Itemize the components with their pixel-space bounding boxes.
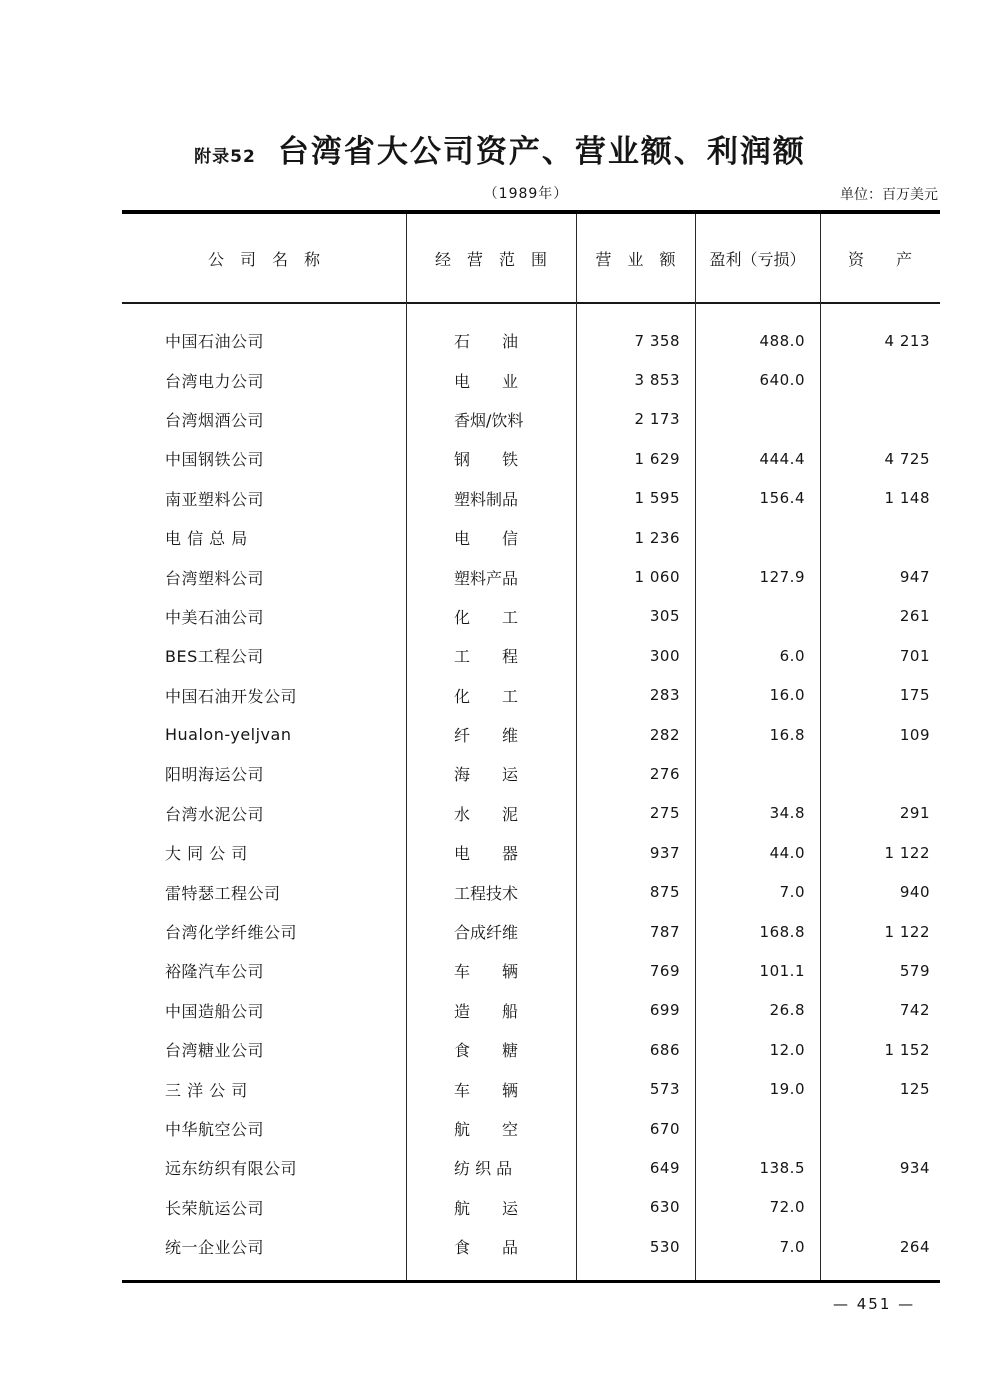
assets-cell: 947 [899, 568, 930, 587]
profit-cell: 488.0 [759, 331, 805, 350]
company-cell: 中美石油公司 [165, 607, 265, 627]
table-header-row [122, 214, 940, 304]
revenue-cell: 630 [649, 1198, 680, 1217]
table-row [122, 597, 940, 636]
company-cell: 大 同 公 司 [165, 844, 248, 864]
revenue-cell: 283 [649, 686, 680, 705]
scope-cell: 食 品 [454, 1238, 519, 1258]
scope-cell: 海 运 [454, 765, 519, 785]
profit-cell: 168.8 [759, 922, 805, 941]
profit-cell: 6.0 [779, 646, 805, 665]
company-cell: 统一企业公司 [165, 1238, 265, 1258]
scope-cell: 航 运 [454, 1198, 519, 1218]
assets-cell: 1 122 [884, 843, 930, 862]
scope-cell: 电 信 [454, 529, 519, 549]
profit-cell: 127.9 [759, 568, 805, 587]
column-divider [695, 214, 696, 1280]
revenue-cell: 300 [649, 646, 680, 665]
header-profit-loss: 盈利（亏损） [709, 249, 806, 269]
table-row [122, 754, 940, 793]
scope-cell: 纤 维 [454, 726, 519, 746]
assets-cell: 261 [899, 607, 930, 626]
header-company-name: 公 司 名 称 [207, 249, 320, 269]
table-row [122, 321, 940, 360]
company-cell: 台湾电力公司 [165, 371, 265, 391]
assets-cell: 291 [899, 804, 930, 823]
scope-cell: 工 程 [454, 647, 519, 667]
company-cell: 雷特瑟工程公司 [165, 883, 281, 903]
header-business-scope: 经 营 范 围 [434, 249, 547, 269]
revenue-cell: 1 060 [634, 568, 680, 587]
scope-cell: 水 泥 [454, 804, 519, 824]
revenue-cell: 2 173 [634, 410, 680, 429]
revenue-cell: 530 [649, 1237, 680, 1256]
company-cell: 台湾糖业公司 [165, 1041, 265, 1061]
year-subtitle: （1989年） [483, 186, 569, 202]
revenue-cell: 305 [649, 607, 680, 626]
revenue-cell: 875 [649, 883, 680, 902]
assets-cell: 175 [899, 686, 930, 705]
revenue-cell: 276 [649, 764, 680, 783]
table-row [122, 1109, 940, 1148]
scope-cell: 食 糖 [454, 1041, 519, 1061]
column-divider [820, 214, 821, 1280]
company-cell: 长荣航运公司 [165, 1198, 265, 1218]
table-row [122, 1148, 940, 1187]
company-cell: 中国造船公司 [165, 1001, 265, 1021]
assets-cell: 1 148 [884, 489, 930, 508]
scope-cell: 石 油 [454, 332, 519, 352]
profit-cell: 72.0 [769, 1198, 805, 1217]
table-row [122, 557, 940, 596]
table-row [122, 1188, 940, 1227]
revenue-cell: 769 [649, 961, 680, 980]
header-revenue: 营 业 额 [595, 249, 676, 269]
revenue-cell: 649 [649, 1158, 680, 1177]
revenue-cell: 3 853 [634, 371, 680, 390]
profit-cell: 138.5 [759, 1158, 805, 1177]
company-cell: 中国钢铁公司 [165, 450, 265, 470]
table-row [122, 991, 940, 1030]
revenue-cell: 670 [649, 1119, 680, 1138]
table-row [122, 636, 940, 675]
scope-cell: 车 辆 [454, 1080, 519, 1100]
scope-cell: 香烟/饮料 [454, 410, 524, 430]
table-row [122, 833, 940, 872]
table-row [122, 951, 940, 990]
company-cell: 台湾水泥公司 [165, 804, 265, 824]
company-cell: 远东纺织有限公司 [165, 1159, 298, 1179]
company-cell: 中华航空公司 [165, 1120, 265, 1139]
appendix-label: 附录52 [194, 147, 256, 167]
column-divider [406, 214, 407, 1280]
profit-cell: 156.4 [759, 489, 805, 508]
assets-cell: 940 [899, 883, 930, 902]
assets-cell: 4 725 [884, 449, 930, 468]
revenue-cell: 573 [649, 1080, 680, 1099]
table-row [122, 794, 940, 833]
profit-cell: 44.0 [769, 843, 805, 862]
scope-cell: 电 器 [454, 844, 519, 864]
scope-cell: 钢 铁 [454, 450, 519, 470]
column-divider [576, 214, 577, 1280]
revenue-cell: 1 629 [634, 449, 680, 468]
table-row [122, 400, 940, 439]
scope-cell: 工程技术 [454, 883, 519, 903]
profit-cell: 7.0 [779, 883, 805, 902]
profit-cell: 16.8 [769, 725, 805, 744]
profit-cell: 34.8 [769, 804, 805, 823]
assets-cell: 4 213 [884, 331, 930, 350]
revenue-cell: 1 595 [634, 489, 680, 508]
revenue-cell: 7 358 [634, 331, 680, 350]
company-cell: 台湾烟酒公司 [165, 410, 265, 430]
profit-cell: 640.0 [759, 371, 805, 390]
revenue-cell: 1 236 [634, 528, 680, 547]
profit-cell: 19.0 [769, 1080, 805, 1099]
table-row [122, 1227, 940, 1266]
profit-cell: 444.4 [759, 449, 805, 468]
company-cell: 中国石油公司 [165, 332, 265, 352]
scope-cell: 塑料产品 [454, 568, 519, 588]
table-row [122, 715, 940, 754]
title-line [0, 126, 1000, 171]
scope-cell: 化 工 [454, 686, 519, 706]
scope-cell: 合成纤维 [454, 923, 519, 943]
page-number: — 451 — [833, 1295, 916, 1313]
company-cell: 中国石油开发公司 [165, 686, 298, 706]
scope-cell: 化 工 [454, 607, 519, 627]
page-title: 台湾省大公司资产、营业额、利润额 [277, 134, 806, 170]
unit-label: 单位：百万美元 [840, 187, 938, 203]
company-cell: 裕隆汽车公司 [165, 962, 265, 982]
revenue-cell: 282 [649, 725, 680, 744]
scope-cell: 电 业 [454, 371, 519, 391]
assets-cell: 264 [899, 1237, 930, 1256]
company-cell: 电 信 总 局 [165, 529, 248, 549]
assets-cell: 109 [899, 725, 930, 744]
scope-cell: 塑料制品 [454, 489, 519, 509]
table-row [122, 872, 940, 911]
assets-cell: 1 122 [884, 922, 930, 941]
company-cell: 台湾化学纤维公司 [165, 923, 298, 943]
profit-cell: 26.8 [769, 1001, 805, 1020]
revenue-cell: 275 [649, 804, 680, 823]
profit-cell: 12.0 [769, 1040, 805, 1059]
table-row [122, 676, 940, 715]
company-cell: 阳明海运公司 [165, 765, 265, 785]
company-cell: 三 洋 公 司 [165, 1080, 248, 1100]
table-row [122, 1030, 940, 1069]
table-body [122, 304, 940, 1266]
table-row [122, 518, 940, 557]
header-assets: 资 产 [847, 249, 912, 269]
scope-cell: 造 船 [454, 1001, 519, 1021]
profit-cell: 101.1 [759, 961, 805, 980]
revenue-cell: 699 [649, 1001, 680, 1020]
assets-cell: 742 [899, 1001, 930, 1020]
assets-cell: 934 [899, 1158, 930, 1177]
company-cell: 南亚塑料公司 [165, 489, 265, 509]
profit-cell: 16.0 [769, 686, 805, 705]
table-row [122, 479, 940, 518]
profit-cell: 7.0 [779, 1237, 805, 1256]
assets-cell: 125 [899, 1080, 930, 1099]
revenue-cell: 686 [649, 1040, 680, 1059]
assets-cell: 701 [899, 646, 930, 665]
companies-table [122, 210, 940, 1283]
company-cell: 台湾塑料公司 [165, 568, 265, 588]
scope-cell: 车 辆 [454, 962, 519, 982]
company-cell: BES工程公司 [165, 647, 264, 667]
table-row [122, 1069, 940, 1108]
table-row [122, 912, 940, 951]
table-row [122, 439, 940, 478]
revenue-cell: 787 [649, 922, 680, 941]
assets-cell: 1 152 [884, 1040, 930, 1059]
table-row [122, 360, 940, 399]
revenue-cell: 937 [649, 843, 680, 862]
scope-cell: 航 空 [454, 1120, 519, 1139]
scope-cell: 纺 织 品 [454, 1159, 513, 1179]
assets-cell: 579 [899, 961, 930, 980]
company-cell: Hualon-yeljvan [165, 725, 292, 745]
